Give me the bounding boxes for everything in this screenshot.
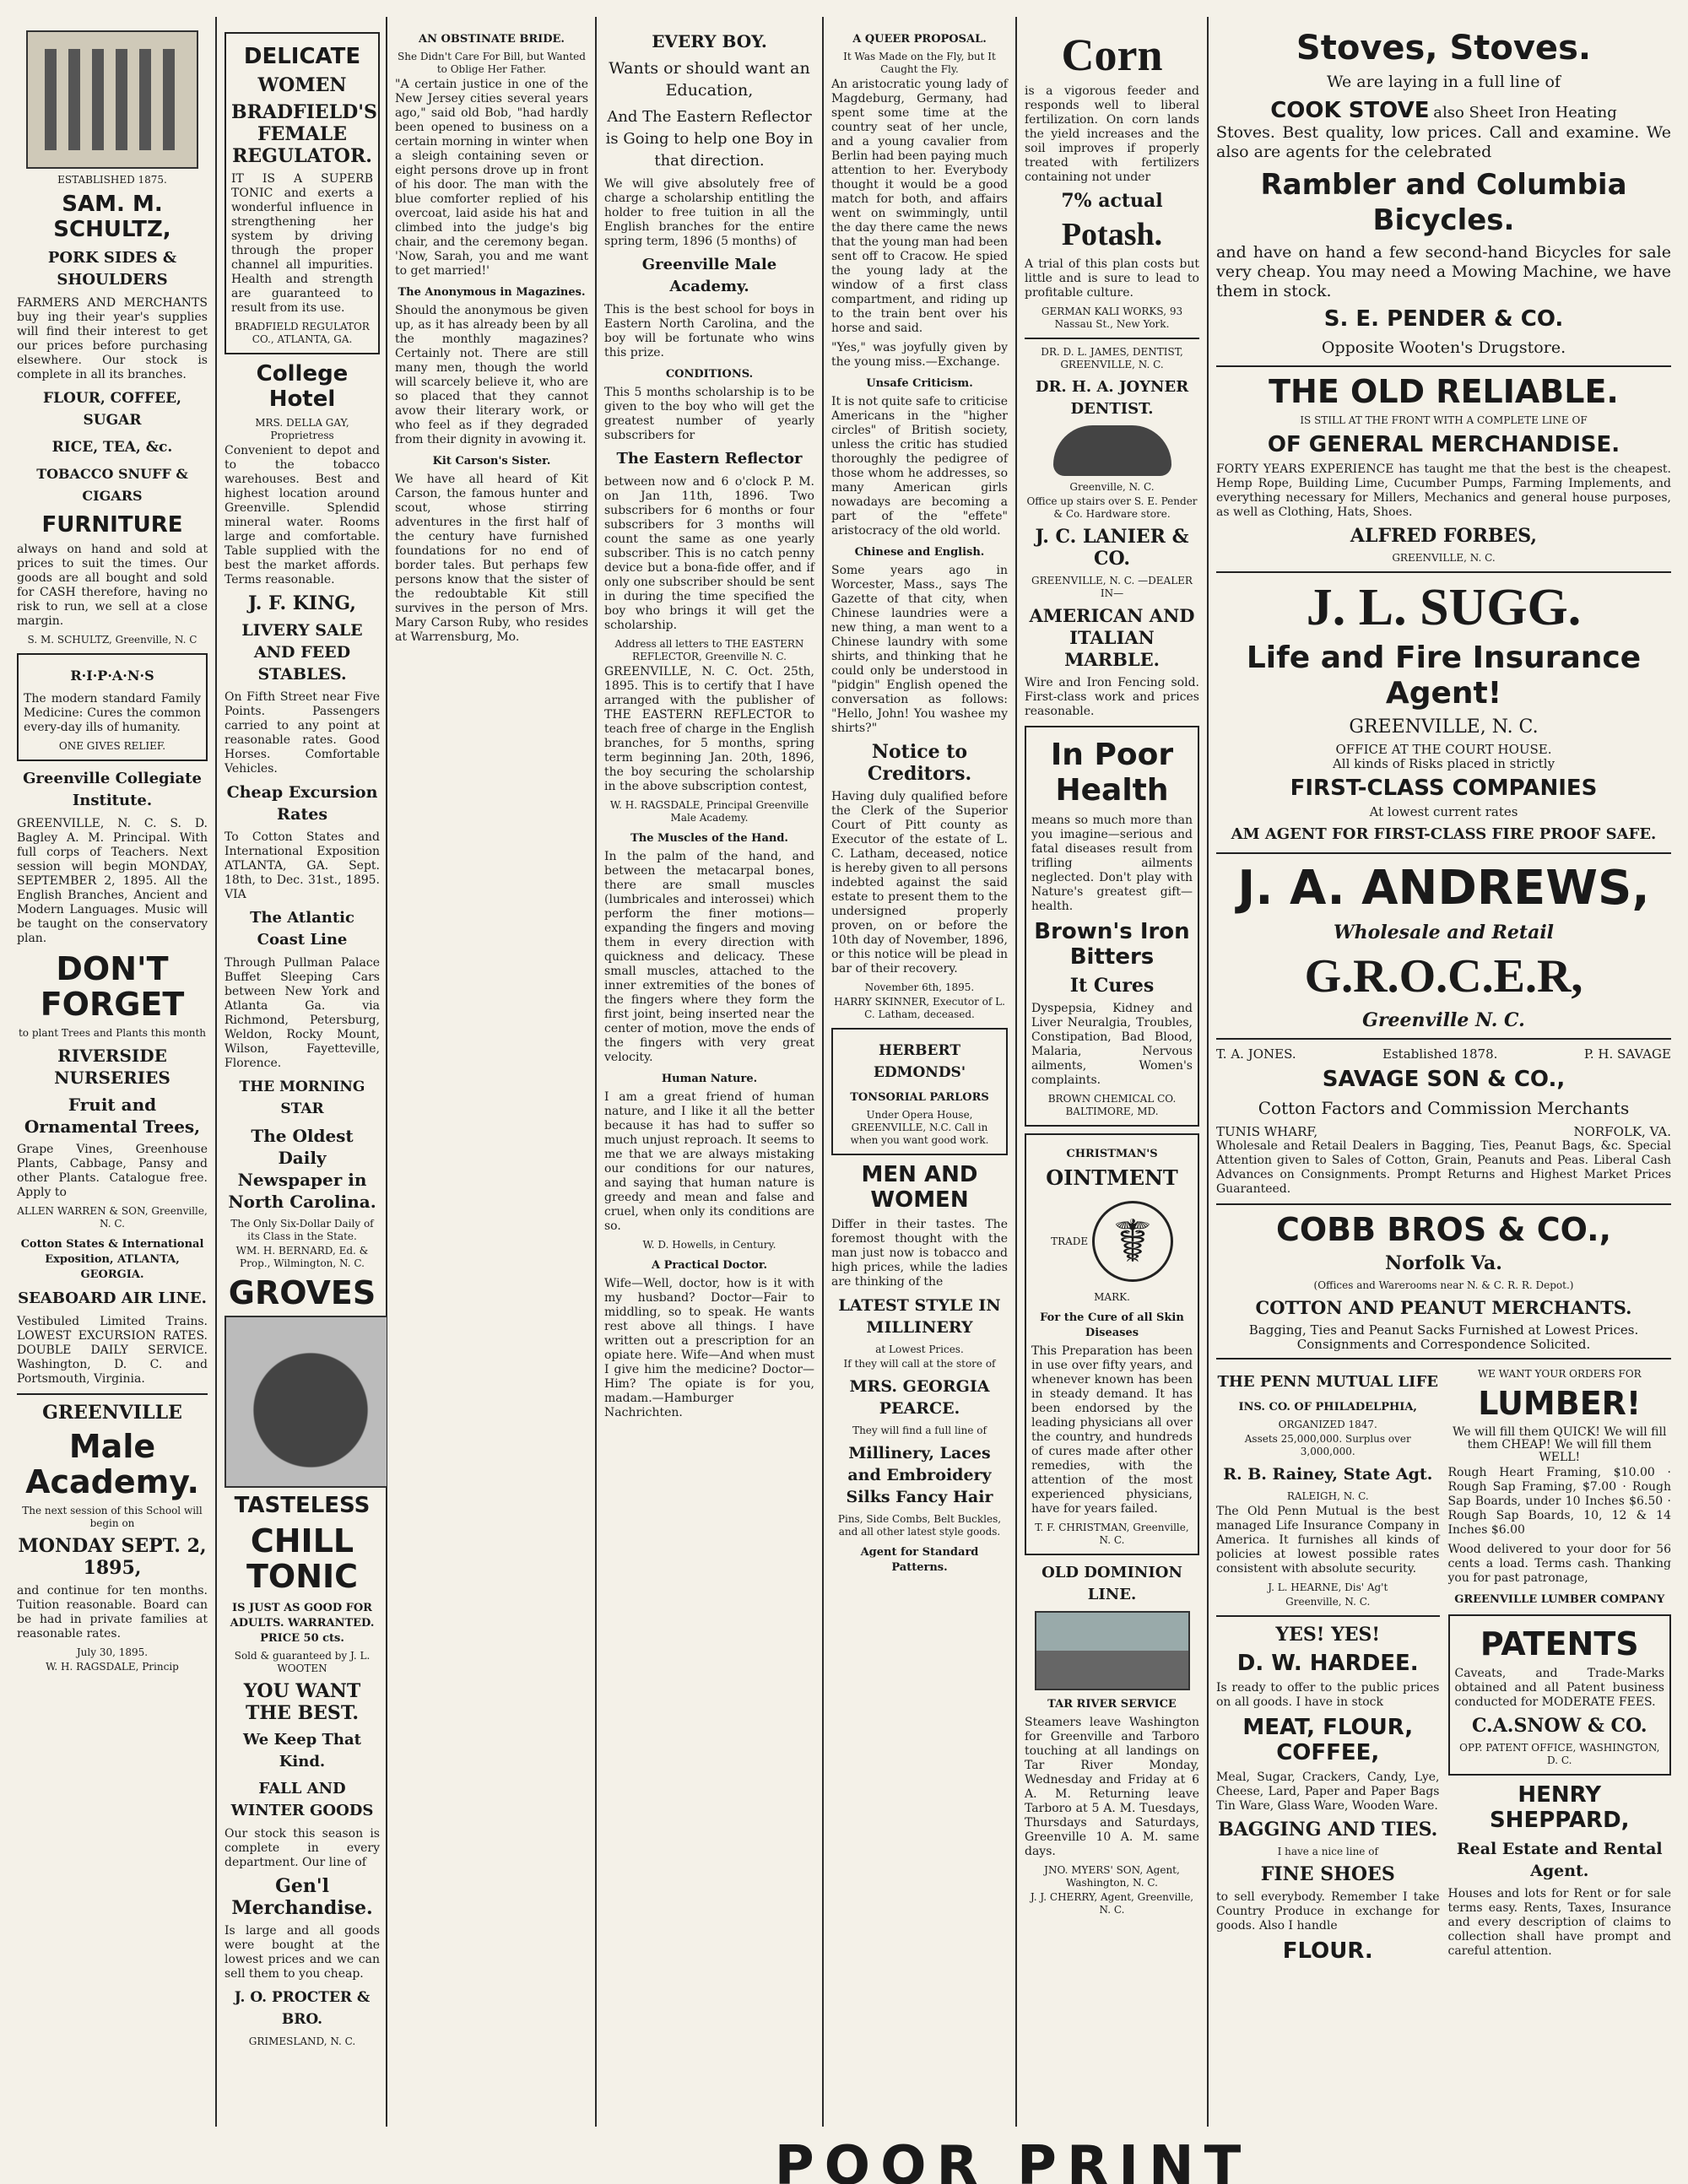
anonymous-heading: The Anonymous in Magazines. xyxy=(398,286,586,299)
joyner-body: Office up stairs over S. E. Pender & Co. Hardware store. xyxy=(1026,495,1198,520)
nice-line: I have a nice line of xyxy=(1277,1846,1378,1857)
pins-line: Pins, Side Combs, Belt Buckles, and all other latest style goods. xyxy=(837,1513,1002,1538)
academy-open: The next session of this School will begin on xyxy=(22,1505,203,1529)
queer-reply: "Yes," was joyfully given by the young miss.—Exchange. xyxy=(831,341,1008,369)
cook-row xyxy=(1216,98,1671,123)
divider xyxy=(17,1393,208,1395)
fruit-body: Grape Vines, Greenhouse Plants, Cabbage, Pansy and other Plants. Catalogue free. Apply to xyxy=(17,1143,208,1199)
ripans-ad xyxy=(17,653,208,761)
pearce-name: MRS. GEORGIA PEARCE. xyxy=(849,1377,990,1418)
divider xyxy=(1216,1615,1440,1617)
best-school: This is the best school for boys in Eastern North Carolina, and the boy will be fortunate who wins this prize. xyxy=(604,303,814,359)
pender-name: S. E. PENDER & CO. xyxy=(1323,306,1564,332)
column-rule xyxy=(215,17,217,2127)
savage-principal: P. H. SAVAGE xyxy=(1583,1046,1671,1062)
office-line: OFFICE AT THE COURT HOUSE. xyxy=(1335,742,1552,757)
chill-tonic-heading: CHILL TONIC xyxy=(246,1522,359,1595)
forbes-place: GREENVILLE, N. C. xyxy=(1392,552,1496,564)
percent-line: 7% actual xyxy=(1061,190,1163,212)
fruit-signature: ALLEN WARREN & SON, Greenville, N. C. xyxy=(17,1205,208,1230)
sheppard-body: Houses and lots for Rent or for sale terms easy. Rents, Taxes, Insurance and every description of claims to collection shall have prompt and careful attention. xyxy=(1447,1887,1671,1958)
rambler-heading: Rambler and Columbia Bicycles. xyxy=(1260,168,1627,237)
you-want-heading: YOU WANT THE BEST. xyxy=(243,1680,361,1724)
cook-stove-heading: COOK STOVE xyxy=(1270,98,1430,123)
cobb-heading: COBB BROS & CO., xyxy=(1275,1211,1612,1248)
poor-print-banner: POOR PRINT xyxy=(774,2135,1252,2184)
hearne-place: Greenville, N. C. xyxy=(1285,1596,1371,1608)
james-line: DR. D. L. JAMES, DENTIST, GREENVILLE, N. C. xyxy=(1041,346,1183,370)
institute-body: GREENVILLE, N. C. S. D. Bagley A. M. Principal. With full corps of Teachers. Next session will begin MONDAY, SEPTEMBER 2, 1895. All the English Branches, Ancient and Modern Languages. Music will be taught on the conservatory plan. xyxy=(17,817,208,945)
dont-forget-sub: to plant Trees and Plants this month xyxy=(18,1027,207,1039)
lowest-prices: at Lowest Prices. xyxy=(875,1343,964,1355)
divider xyxy=(1216,1203,1671,1205)
fall-body: Our stock this season is complete in every department. Our line of xyxy=(225,1827,380,1869)
furniture-body: always on hand and sold at prices to suit the times. Our goods are all bought and sold for CASH therefore, having no risk to run, we sell at a close margin. xyxy=(17,543,208,628)
assets-line: Assets 25,000,000. Surplus over 3,000,000. xyxy=(1244,1433,1411,1457)
divider xyxy=(1025,338,1199,339)
column-1 xyxy=(10,25,214,2127)
dont-forget-heading: DON'T FORGET xyxy=(40,950,185,1023)
academy-date-line: July 30, 1895. xyxy=(76,1646,149,1658)
divider xyxy=(1216,365,1671,367)
anonymous-body: Should the anonymous be given up, as it has already been by all the monthly magazines? Certainly not. There are still many men, though the world will scarcely believe it, who are so placed that they cannot avow their literary work, or who feel as if they degraded from their dignity in avowing it. xyxy=(395,304,588,446)
flour-line: FLOUR, COFFEE, SUGAR xyxy=(43,390,181,429)
lumber-heading: LUMBER! xyxy=(1478,1385,1642,1422)
fill-line: We will fill them QUICK! We will fill them CHEAP! We will fill them WELL! xyxy=(1453,1425,1667,1464)
pig-illustration xyxy=(225,1316,387,1488)
flour-heading: FLOUR. xyxy=(1282,1938,1373,1964)
patents-ad xyxy=(1448,1614,1672,1776)
lanier-place: GREENVILLE, N. C. —DEALER IN— xyxy=(1031,575,1193,599)
men-women-body: Differ in their tastes. The foremost thought with the man just now is tobacco and high prices, while the ladies are thinking of the xyxy=(831,1218,1008,1289)
tar-body: Steamers leave Washington for Greenville and Tarboro touching at all landings on Tar River Monday, Wednesday and Friday at 6 A. M. Returning leave Tarboro at 5 A. M. Tuesdays, Thursdays and Saturdays, Greenville 10 A. M. same days. xyxy=(1025,1716,1199,1858)
notice-date: November 6th, 1895. xyxy=(864,981,975,993)
groves-heading: GROVES xyxy=(228,1274,376,1311)
furniture-signature: S. M. SCHULTZ, Greenville, N. C xyxy=(27,634,197,646)
fine-shoes-heading: FINE SHOES xyxy=(1260,1863,1395,1885)
column-4 xyxy=(598,25,821,2127)
muscles-heading: The Muscles of the Hand. xyxy=(630,832,788,845)
rambler-body: and have on hand a few second-hand Bicycles for sale very cheap. You may need a Mowing Machine, we have them in stock. xyxy=(1216,243,1671,300)
grimesland-line: GRIMESLAND, N. C. xyxy=(248,2035,356,2047)
king-name: J. F. KING, xyxy=(248,592,356,614)
divider xyxy=(1216,852,1671,854)
institute-title: Greenville Collegiate Institute. xyxy=(23,770,202,809)
oldest-heading: The Oldest Daily Newspaper in North Carolina. xyxy=(228,1126,376,1212)
tar-river-heading: TAR RIVER SERVICE xyxy=(1047,1698,1177,1711)
yes-heading: YES! YES! xyxy=(1275,1624,1381,1646)
kinds-line: All kinds of Risks placed in strictly xyxy=(1332,756,1555,771)
kali-line: GERMAN KALI WORKS, 93 Nassau St., New York. xyxy=(1041,305,1183,330)
rough-prices: Rough Heart Framing, $10.00 · Rough Sap Framing, $7.00 · Rough Sap Boards, under 10 Inches $6.50 · Rough Sap Boards, 10, 12 & 14 Inches $6.00 xyxy=(1447,1466,1671,1537)
fruit-heading: Fruit and Ornamental Trees, xyxy=(24,1095,201,1137)
cotton-peanut-heading: COTTON AND PEANUT MERCHANTS. xyxy=(1255,1297,1632,1318)
hardee-name: D. W. HARDEE. xyxy=(1236,1651,1419,1676)
cures-heading: It Cures xyxy=(1069,975,1155,997)
andrews-name: J. A. ANDREWS, xyxy=(1237,861,1650,916)
women-heading: WOMEN xyxy=(257,74,347,96)
sugg-place: GREENVILLE, N. C. xyxy=(1349,716,1539,738)
millinery-heading: LATEST STYLE IN MILLINERY xyxy=(838,1296,1001,1337)
chinese-body: Some years ago in Worcester, Mass., says The Gazette of that city, when Chinese laundries were a new thing, a man went to a Chinese laundry with some shirts, and thinking that he could only be understood in "pidgin" English opened the conversation as follows: "Hello, John! You washee my shirts?" xyxy=(831,564,1008,735)
patents-body: Caveats, and Trade-Marks obtained and all Patent business conducted for MODERATE FEES. xyxy=(1454,1667,1664,1709)
genl-body: Is large and all goods were bought at the lowest prices and we can sell them to you cheap. xyxy=(225,1924,380,1981)
if-call: If they will call at the store of xyxy=(843,1358,996,1370)
unsafe-body: It is not quite safe to criticise Americans in the "higher circles" of British society, unless the critic has studied thoroughly the pedigree of those whom he addresses, so many American girls nowadays are becoming a part of the "effete" aristocracy of the old world. xyxy=(831,395,1008,538)
snow-name: C.A.SNOW & CO. xyxy=(1471,1715,1647,1737)
certify-signature: W. H. RAGSDALE, Principal Greenville Male Academy. xyxy=(609,799,809,824)
grocer-place: Greenville N. C. xyxy=(1362,1009,1525,1031)
genl-heading: Gen'l Merchandise. xyxy=(231,1875,373,1919)
christman-ad xyxy=(1025,1133,1199,1555)
divider xyxy=(1216,571,1671,573)
insurance-heading: Life and Fire Insurance Agent! xyxy=(1246,641,1642,711)
divider xyxy=(1216,1358,1671,1360)
rainey-name: R. B. Rainey, State Agt. xyxy=(1223,1465,1433,1484)
trademark-emblem-icon: ☤ xyxy=(1092,1201,1173,1282)
cook-sub: also Sheet Iron Heating xyxy=(1433,104,1617,122)
myers-line: JNO. MYERS' SON, Agent, Washington, N. C. xyxy=(1044,1864,1180,1889)
brown-company: BROWN CHEMICAL CO. BALTIMORE, MD. xyxy=(1047,1093,1177,1117)
coast-line-heading: The Atlantic Coast Line xyxy=(250,909,354,949)
conditions-body: This 5 months scholarship is to be given to the boy who will get the greatest number of yearly subscribers for xyxy=(604,386,814,442)
christman-heading: CHRISTMAN'S xyxy=(1066,1148,1158,1160)
sugg-name: J. L. SUGG. xyxy=(1306,579,1582,636)
established-line: ESTABLISHED 1875. xyxy=(57,174,167,186)
column-7 xyxy=(1209,25,1678,2127)
hardee-body: Is ready to offer to the public prices on all goods. I have in stock xyxy=(1216,1681,1440,1709)
academy-signature: W. H. RAGSDALE, Princip xyxy=(46,1661,179,1673)
regulator-signature: BRADFIELD REGULATOR CO., ATLANTA, GA. xyxy=(235,321,370,345)
wire-body: Wire and Iron Fencing sold. First-class work and prices reasonable. xyxy=(1025,676,1199,718)
joyner-heading: DR. H. A. JOYNER DENTIST. xyxy=(1035,378,1189,418)
reflector-help: And The Eastern Reflector is Going to help one Boy in that direction. xyxy=(605,108,814,170)
obstinate-heading: AN OBSTINATE BRIDE. xyxy=(419,33,565,46)
doctor-heading: A Practical Doctor. xyxy=(651,1259,768,1272)
obstinate-body: "A certain justice in one of the New Jersey cities several years ago," said old Bob, "had hardly been opened to business on a certain morning in winter when a sleigh containing seven or eight persons drove up in front of his door. The man with the blue comforter replied of his overcoat, laid aside his hat and climbed into the judge's big chair, and the ceremony began. 'Now, Sarah, you and me want to get married!' xyxy=(395,78,588,278)
flag-illustration xyxy=(1035,1611,1190,1690)
bradfield-title: BRADFIELD'S FEMALE REGULATOR. xyxy=(231,101,377,167)
seaboard-heading: SEABOARD AIR LINE. xyxy=(18,1289,207,1307)
chinese-heading: Chinese and English. xyxy=(854,546,985,559)
grocer-heading: G.R.O.C.E.R, xyxy=(1304,950,1583,1003)
stoves-body: Stoves. Best quality, low prices. Call and examine. We also are agents for the celebrated xyxy=(1216,123,1671,161)
cotton-factors-line: Cotton Factors and Commission Merchants xyxy=(1258,1098,1630,1118)
coast-body: Through Pullman Palace Buffet Sleeping Cars between New York and Atlanta Ga. via Richmond, Petersburg, Weldon, Rocky Mount, Wilson, Fayetteville, Florence. xyxy=(225,956,380,1070)
column-3 xyxy=(388,25,595,2127)
dominion-heading: OLD DOMINION LINE. xyxy=(1041,1564,1182,1603)
mark-label: MARK. xyxy=(1094,1291,1130,1303)
agent-line: Agent for Standard Patterns. xyxy=(860,1546,979,1574)
savage-address-row xyxy=(1216,1124,1671,1139)
laying-line: We are laying in a full line of xyxy=(1327,73,1561,91)
seaboard-body: Vestibuled Limited Trains. LOWEST EXCURSION RATES. DOUBLE DAILY SERVICE. Washington, D. C. and Portsmouth, Virginia. xyxy=(17,1315,208,1386)
cures-body: Dyspepsia, Kidney and Liver Neuralgia, Troubles, Constipation, Bad Blood, Malaria, Nervous ailments, Women's complaints. xyxy=(1031,1002,1193,1087)
every-boy-heading: EVERY BOY. xyxy=(652,31,767,51)
tobacco-line: TOBACCO SNUFF & CIGARS xyxy=(36,466,188,504)
tonic-body: IT IS A SUPERB TONIC and exerts a wonderful influence in strengthening her system by driving through the proper channel all impurities. Health and strength are guaranteed to result from its use. xyxy=(231,172,373,315)
queer-body: An aristocratic young lady of Magdeburg, Germany, had spent some time at the country seat of her uncle, and a young cavalier from Berlin had been paying much attention to her. Everybody thought it would be a good match for both, and affairs went on swimmingly, until the day there came the news that the young man had been sent off to Cracow. He spied the young lady at the window of a first class compartment, and riding up to the train bent over his horse and said. xyxy=(831,78,1008,335)
raleigh-line: RALEIGH, N. C. xyxy=(1286,1490,1369,1502)
wants-heading: Wants or should want an Education, xyxy=(609,59,810,100)
only-six: The Only Six-Dollar Daily of its Class in the State. xyxy=(230,1218,374,1242)
old-reliable-heading: THE OLD RELIABLE. xyxy=(1269,373,1619,410)
laces-heading: Millinery, Laces and Embroidery Silks Fancy Hair xyxy=(846,1444,993,1506)
bradfield-ad xyxy=(225,32,380,354)
edmonds-name: HERBERT EDMONDS' xyxy=(873,1042,966,1081)
meat-heading: MEAT, FLOUR, COFFEE, xyxy=(1242,1715,1414,1765)
ointment-heading: OINTMENT xyxy=(1046,1165,1178,1190)
rice-line: RICE, TEA, &c. xyxy=(51,439,173,456)
notice-heading: Notice to Creditors. xyxy=(867,741,972,785)
cobb-place: Norfolk Va. xyxy=(1385,1252,1502,1274)
delicate-heading: DELICATE xyxy=(243,44,361,69)
corn-body: is a vigorous feeder and responds well to liberal fertilization. On corn lands the yield increases and the soil improves if properly treated with fertilizers containing not under xyxy=(1025,84,1199,184)
obstinate-sub: She Didn't Care For Bill, but Wanted to Oblige Her Father. xyxy=(398,51,586,75)
forbes-name: ALFRED FORBES, xyxy=(1350,525,1538,547)
schultz-line: PORK SIDES & SHOULDERS xyxy=(47,249,177,289)
reflector-body: between now and 6 o'clock P. M. on Jan 11th, 1896. Two subscribers for 6 months or four subscribers for 3 months will count the same as one yearly subscriber. This is no catch penny device but a bona-fide offer, and if only one subscriber should be sent in during the time specified the boy who brings it will get the scholarship. xyxy=(604,475,814,632)
trademark-row xyxy=(1031,1194,1193,1304)
full-line: They will find a full line of xyxy=(852,1424,987,1436)
browns-heading: Brown's Iron Bitters xyxy=(1034,919,1190,970)
queer-heading: A QUEER PROPOSAL. xyxy=(852,33,987,46)
trade-label: TRADE xyxy=(1051,1235,1089,1247)
patents-heading: PATENTS xyxy=(1480,1625,1639,1662)
tonsorial-body: Under Opera House, GREENVILLE, N.C. Call in when you want good work. xyxy=(850,1109,989,1146)
sheppard-name: HENRY SHEPPARD, xyxy=(1489,1782,1630,1833)
men-women-heading: MEN AND WOMEN xyxy=(861,1162,978,1213)
academy-body: and continue for ten months. Tuition reasonable. Board can be had in private families at reasonable rates. xyxy=(17,1584,208,1641)
lanier-heading: J. C. LANIER & CO. xyxy=(1035,526,1189,570)
teeth-illustration xyxy=(1053,425,1171,476)
lower-right-grid xyxy=(1216,1366,1671,1969)
give-body: We will give absolutely free of charge a scholarship entitling the holder to free tuition in all the English branches for the entire spring term, 1896 (5 months) of xyxy=(604,177,814,248)
stoves-heading: Stoves, Stoves. xyxy=(1296,29,1592,68)
poor-health-body: means so much more than you imagine—serious and fatal diseases result from trifling ailments neglected. Don't play with Nature's greatest gift—health. xyxy=(1031,814,1193,913)
human-body: I am a great friend of human nature, and I like it all the better because it has had to suffer so much unjust reproach. It seems to me that we are always mistaking our conditions for our natures, and saying that human nature is greedy and mean and false and cruel, when only its conditions are so. xyxy=(604,1090,814,1233)
ripans-body: The modern standard Family Medicine: Cures the common every-day ills of humanity. xyxy=(24,692,201,734)
conditions-heading: CONDITIONS. xyxy=(665,368,754,381)
column-6 xyxy=(1018,25,1206,2127)
livery-body: On Fifth Street near Five Points. Passengers carried to any point at reasonable rates. Good Horses. Comfortable Vehicles. xyxy=(225,690,380,776)
joyner-place: Greenville, N. C. xyxy=(1069,481,1155,493)
proofsafe-line: AM AGENT FOR FIRST-CLASS FIRE PROOF SAFE. xyxy=(1231,825,1657,843)
jones-name: T. A. JONES. xyxy=(1216,1046,1296,1062)
human-signature: W. D. Howells, in Century. xyxy=(642,1239,776,1251)
muscles-body: In the palm of the hand, and between the metacarpal bones, there are small muscles (lumbricales and interossei) which perform the finer motions—expanding the fingers and moving them in every direction with quickness and delicacy. These small muscles, attached to the inner extremities of the bones of the fingers where they form the first joint, being inserted near the center of motion, move the ends of the fingers with very great velocity. xyxy=(604,850,814,1064)
column-2 xyxy=(218,25,387,2127)
tonsorial-heading: TONSORIAL PARLORS xyxy=(850,1091,989,1104)
lowest-rates-line: At lowest current rates xyxy=(1369,804,1518,819)
ripans-title: R·I·P·A·N·S xyxy=(70,668,154,684)
schultz-body: FARMERS AND MERCHANTS buy ing their year's supplies will find their interest to get our prices before purchasing elsewhere. Our stock is complete in all its branches. xyxy=(17,296,208,381)
kit-heading: Kit Carson's Sister. xyxy=(432,455,551,468)
fall-heading: FALL AND WINTER GOODS xyxy=(230,1780,374,1819)
snow-place: OPP. PATENT OFFICE, WASHINGTON, D. C. xyxy=(1459,1742,1660,1766)
wood-body: Wood delivered to your door for 56 cents a load. Terms cash. Thanking you for past patronage, xyxy=(1447,1543,1671,1585)
penn-heading: THE PENN MUTUAL LIFE xyxy=(1217,1373,1438,1391)
ointment-body: This Preparation has been in use over fifty years, and whenever known has been in steady demand. It has been endorsed by the leading physicians all over the country, and hundreds of cures made after other remedies, with the attention of the most experienced physicians, have for years failed. xyxy=(1031,1344,1193,1516)
edmonds-ad xyxy=(831,1028,1008,1155)
hotel-body: Convenient to depot and to the tobacco warehouses. Best and highest location around Greenville. Splendid mineral water. Rooms large and comfortable. Table supplied with the best the market affords. Terms reasonable. xyxy=(225,444,380,587)
human-heading: Human Nature. xyxy=(661,1073,758,1085)
morning-star-heading: THE MORNING STAR xyxy=(239,1078,365,1117)
lumber-want-line: WE WANT YOUR ORDERS FOR xyxy=(1477,1368,1642,1380)
established-line: Established 1878. xyxy=(1382,1046,1498,1062)
column-rule xyxy=(822,17,824,2127)
exposition-line: Cotton States & International Exposition, ATLANTA, GEORGIA. xyxy=(20,1238,204,1281)
sold-line: Sold & guaranteed by J. L. WOOTEN xyxy=(234,1650,371,1674)
doctor-body: Wife—Well, doctor, how is it with my husband? Doctor—Fair to middling, so to speak. He wants rest above all things. I have written out a prescription for an opiate here. Wife—And when must I give him the medicine? Doctor—Him? The opiate is for you, madam.—Hamburger Nachrichten. xyxy=(604,1277,814,1419)
furniture-heading: FURNITURE xyxy=(41,512,183,538)
column-5 xyxy=(825,25,1014,2127)
tasteless-heading: TASTELESS xyxy=(234,1493,371,1518)
still-front-line: IS STILL AT THE FRONT WITH A COMPLETE LINE OF xyxy=(1300,414,1588,426)
savage-heading: SAVAGE SON & CO., xyxy=(1322,1067,1566,1092)
academy-head: GREENVILLE xyxy=(42,1402,182,1424)
potash-heading: Potash. xyxy=(1061,217,1163,252)
tunis-line: TUNIS WHARF, xyxy=(1216,1124,1318,1139)
corn-heading: Corn xyxy=(1061,30,1163,80)
christman-signature: T. F. CHRISTMAN, Greenville, N. C. xyxy=(1035,1522,1189,1546)
first-class-heading: FIRST-CLASS COMPANIES xyxy=(1290,776,1598,801)
penn-body: The Old Penn Mutual is the best managed Life Insurance Company in America. It furnishes all kinds of policies at lowest possible rates consistent with absolute security. xyxy=(1216,1505,1440,1576)
lower-left-subcolumn xyxy=(1216,1366,1440,1969)
column-rule xyxy=(1207,17,1209,2127)
real-estate-line: Real Estate and Rental Agent. xyxy=(1456,1840,1663,1880)
keep-heading: We Keep That Kind. xyxy=(243,1731,361,1770)
store-building-illustration xyxy=(26,30,198,169)
warranted-line: IS JUST AS GOOD FOR ADULTS. WARRANTED. PRICE 50 cts. xyxy=(230,1602,375,1645)
lower-right-subcolumn xyxy=(1448,1366,1672,1969)
queer-sub: It Was Made on the Fly, but It Caught the Fly. xyxy=(843,51,996,75)
hearne-line: J. L. HEARNE, Dis' Ag't xyxy=(1268,1581,1388,1593)
browns-ad xyxy=(1025,726,1199,1127)
kit-body: We have all heard of Kit Carson, the famous hunter and scout, whose stirring adventures in the first half of the century have furnished foundations for no end of border tales. But perhaps few persons know that the sister of the redoubtable Kit still survives in the person of Mrs. Mary Carson Ruby, who resides at Warrensburg, Mo. xyxy=(395,473,588,644)
riverside-heading: RIVERSIDE NURSERIES xyxy=(54,1046,170,1088)
excursion-body: To Cotton States and International Exposition ATLANTA, GA. Sept. 18th, to Dec. 31st., 1895. VIA xyxy=(225,830,380,901)
organized-line: ORGANIZED 1847. xyxy=(1278,1419,1377,1430)
divider xyxy=(1216,1038,1671,1040)
academy-title: Male Academy. xyxy=(25,1428,199,1500)
savage-principals-row xyxy=(1216,1046,1671,1062)
general-merchandise-heading: OF GENERAL MERCHANDISE. xyxy=(1267,432,1620,457)
column-rule xyxy=(595,17,597,2127)
notice-signature: HARRY SKINNER, Executor of L. C. Latham, deceased. xyxy=(834,996,1005,1020)
academy-date: MONDAY SEPT. 2, 1895, xyxy=(18,1535,207,1579)
cherry-line: J. J. CHERRY, Agent, Greenville, N. C. xyxy=(1030,1891,1194,1916)
hotel-proprietress: MRS. DELLA GAY, Proprietress xyxy=(255,417,349,441)
bagging-ties-heading: BAGGING AND TIES. xyxy=(1218,1819,1438,1841)
penn-sub: INS. CO. OF PHILADELPHIA, xyxy=(1238,1401,1417,1414)
forty-body: FORTY YEARS EXPERIENCE has taught me that the best is the cheapest. Hemp Rope, Building Lime, Cucumber Pumps, Farming Implements, and everything necessary for Millers, Mechanics and general house purposes, as well as Clothing, Hats, Shoes. xyxy=(1216,462,1671,519)
college-hotel-title: College Hotel xyxy=(256,361,349,412)
address-line: Address all letters to THE EASTERN REFLECTOR, Greenville N. C. xyxy=(614,638,804,662)
savage-body: Wholesale and Retail Dealers in Bagging, Ties, Peanut Bags, &c. Special Attention given to Sales of Cotton, Grain, Peanuts and Peas. Liberal Cash Advances on Consignments. Prompt Returns and Highest Market Prices Guaranteed. xyxy=(1216,1139,1671,1196)
excursion-heading: Cheap Excursion Rates xyxy=(226,783,378,824)
greenville-academy-heading: Greenville Male Academy. xyxy=(641,256,777,295)
unsafe-heading: Unsafe Criticism. xyxy=(866,377,973,390)
for-cure-heading: For the Cure of all Skin Diseases xyxy=(1040,1311,1184,1339)
notice-body: Having duly qualified before the Clerk of the Superior Court of Pitt county as Executor of the estate of L. C. Latham, deceased, notice is hereby given to all persons indebted against the said estate to present them to the undersigned properly proven, on or before the 10th day of November, 1896, or this notice will be plead in bar of their recovery. xyxy=(831,790,1008,976)
reflector-heading: The Eastern Reflector xyxy=(616,450,803,468)
schultz-name: SAM. M. SCHULTZ, xyxy=(53,192,171,242)
ripans-side-text: ONE GIVES RELIEF. xyxy=(58,740,166,752)
certify-body: GREENVILLE, N. C. Oct. 25th, 1895. This is to certify that I have arranged with the publisher of THE EASTERN REFLECTOR to teach free of charge in the English branches, for 5 months, spring term beginning Jan. 20th, 1896, the boy securing the scholarship in the above subscription contest, xyxy=(604,665,814,793)
marble-heading: AMERICAN AND ITALIAN MARBLE. xyxy=(1029,605,1195,670)
consign-line: Consignments and Correspondence Solicited. xyxy=(1296,1337,1591,1352)
column-rule xyxy=(1015,17,1017,2127)
livery-heading: LIVERY SALE AND FEED STABLES. xyxy=(241,621,363,684)
wooten-line: Opposite Wooten's Drugstore. xyxy=(1321,338,1566,357)
meat-body: Meal, Sugar, Crackers, Candy, Lye, Cheese, Lard, Paper and Paper Bags Tin Ware, Glass Ware, Wooden Ware. xyxy=(1216,1770,1440,1813)
poor-health-heading: In Poor Health xyxy=(1050,738,1174,808)
star-signature: WM. H. BERNARD, Ed. & Prop., Wilmington, N. C. xyxy=(235,1245,369,1269)
bagging-line: Bagging, Ties and Peanut Sacks Furnished at Lowest Prices. xyxy=(1248,1322,1639,1338)
cobb-office: (Offices and Warerooms near N. & C. R. R. Depot.) xyxy=(1313,1279,1574,1291)
lumber-company: GREENVILLE LUMBER COMPANY xyxy=(1454,1593,1665,1606)
procter-name: J. O. PROCTER & BRO. xyxy=(234,1989,371,2028)
potash-body: A trial of this plan costs but little and is sure to lead to profitable culture. xyxy=(1025,257,1199,300)
everybody-body: to sell everybody. Remember I take Country Produce in exchange for goods. Also I handle xyxy=(1216,1890,1440,1933)
wholesale-line: Wholesale and Retail xyxy=(1333,922,1555,943)
norfolk-line: NORFOLK, VA. xyxy=(1573,1124,1671,1139)
